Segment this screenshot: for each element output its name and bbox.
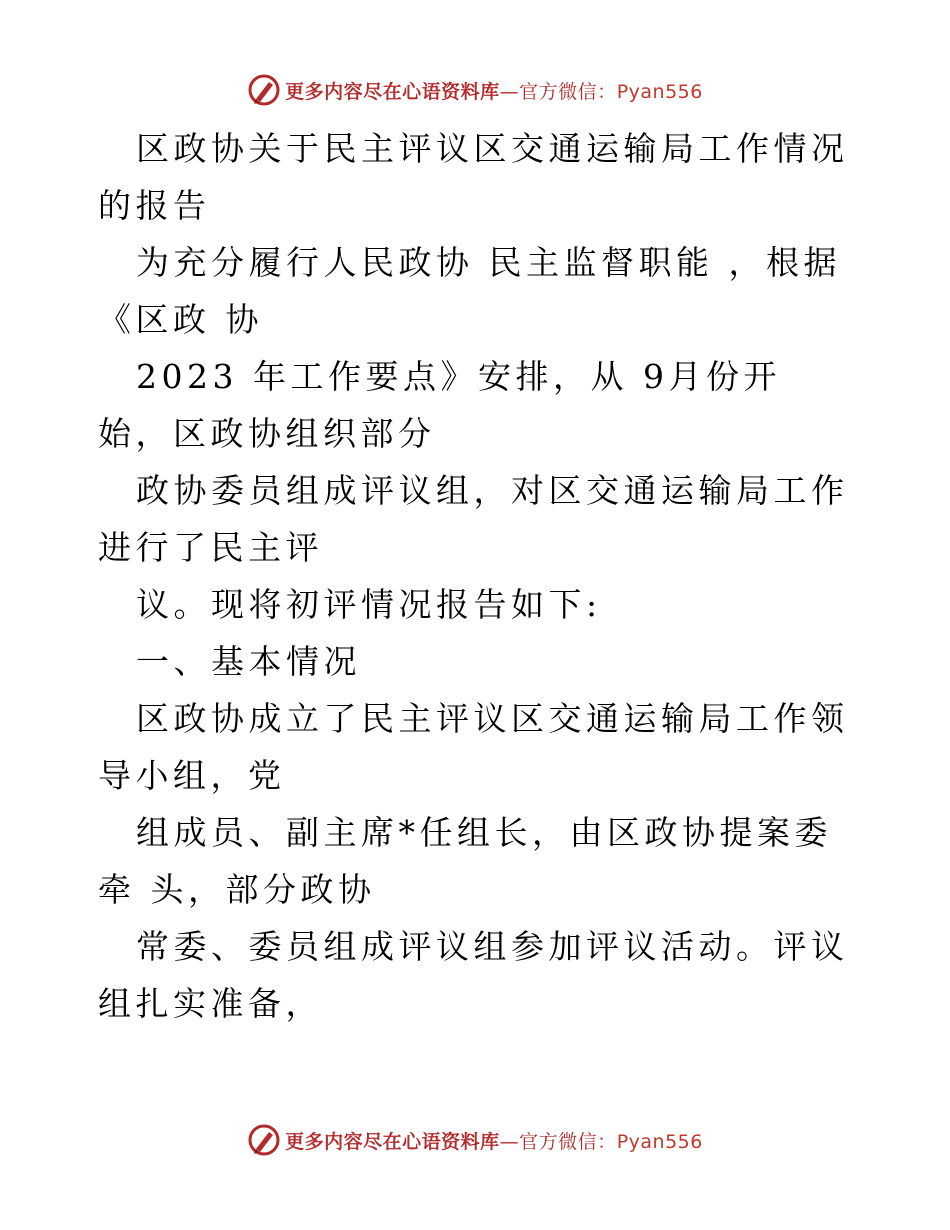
watermark-wechat-id: Pyan556 [616,80,703,103]
footer-watermark [0,1120,950,1160]
document-body [98,120,854,1032]
body-paragraph: 区政协成立了民主评议区交通运输局工作领导小组，党 [98,699,849,795]
watermark-left-text: 更多内容尽在心语资料库 [285,80,500,103]
pen-logo-icon [247,1123,281,1157]
document-title: 区政协关于民主评议区交通运输局工作情况的报告 [98,129,849,225]
body-paragraph: 组成员、副主席*任组长，由区政协提案委牵 头，部分政协 [98,813,832,909]
header-watermark [0,70,950,110]
pen-logo-icon [247,73,281,107]
watermark-left-text: 更多内容尽在心语资料库 [285,1130,500,1153]
section-heading: 一、基本情况 [136,642,361,681]
watermark-right-text: 官方微信： [519,80,617,103]
body-paragraph: 常委、委员组成评议组参加评议活动。评议组扎实准备， [98,927,849,1023]
body-paragraph: 议。现将初评情况报告如下: [136,585,602,624]
watermark-text [285,1127,703,1154]
watermark-wechat-id: Pyan556 [616,1130,703,1153]
body-paragraph: 政协委员组成评议组，对区交通运输局工作进行了民主评 [98,471,849,567]
watermark-dash: — [499,1130,520,1153]
body-paragraph: 2023 年工作要点》安排，从 9月份开始，区政协组织部分 [98,357,781,453]
watermark-dash: — [499,80,520,103]
watermark-text [285,77,703,104]
watermark-right-text: 官方微信： [519,1130,617,1153]
body-paragraph: 为充分履行人民政协 民主监督职能 ，根据《区政 协 [98,243,841,339]
